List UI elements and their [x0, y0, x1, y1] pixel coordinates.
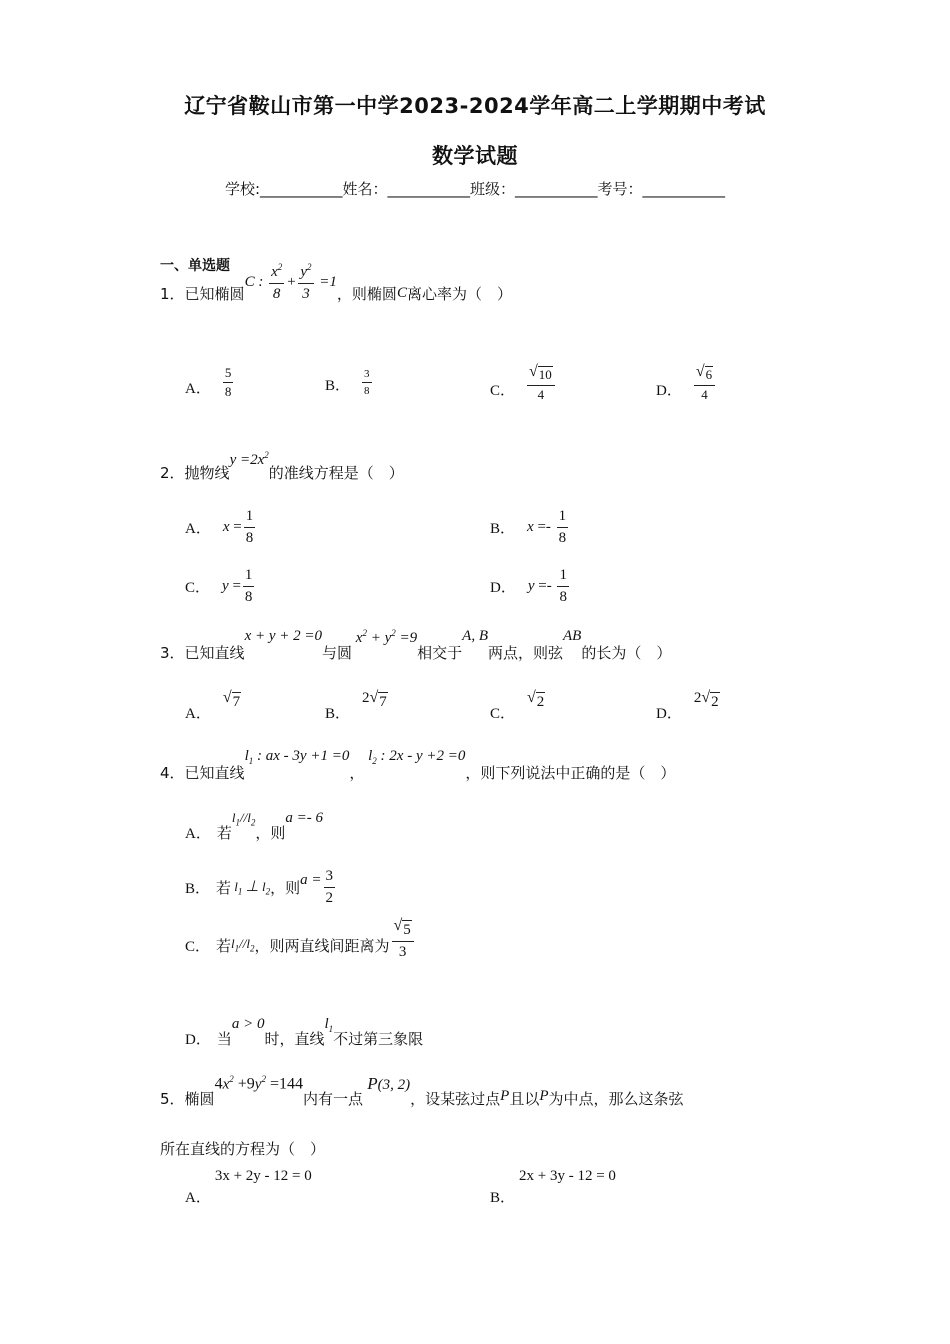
q5-option-b[interactable]: [490, 1168, 616, 1207]
option-label: B．: [325, 378, 351, 395]
q2-option-a[interactable]: A． x = $\frac{1}{8}$: [185, 508, 254, 546]
coefficient: 2: [362, 690, 370, 706]
q1-option-b[interactable]: [325, 368, 374, 397]
question-text: 抛物线: [184, 464, 230, 482]
q5-option-a[interactable]: [185, 1168, 312, 1207]
question-text: 与圆: [322, 644, 353, 662]
math-chord: AB: [563, 628, 582, 644]
option-equation: 3x + 2y - 12 = 0: [214, 1168, 312, 1184]
q1-option-c[interactable]: C． √ 10 4: [490, 364, 557, 402]
option-label: B．: [325, 706, 351, 722]
radicand: 10: [538, 367, 552, 382]
option-text: 当: [216, 1030, 232, 1048]
option-label: A．: [185, 826, 211, 842]
q1-option-a[interactable]: [185, 366, 235, 400]
question-text: ，则下列说法中正确的是（ ）: [465, 764, 676, 782]
question-text: 的准线方程是（ ）: [268, 464, 404, 482]
option-label: D．: [490, 579, 516, 596]
radicand: 7: [379, 694, 387, 710]
radicand: 7: [232, 694, 241, 710]
question-number: 5．: [160, 1090, 185, 1108]
q1-option-d[interactable]: D． √ 6 4: [656, 364, 717, 402]
option-label: C．: [185, 579, 211, 596]
q2-option-c[interactable]: C． y = $\frac{1}{8}$: [185, 567, 253, 605]
q3-option-c[interactable]: C． √ 2: [490, 689, 545, 722]
option-label: B．: [490, 520, 516, 537]
option-label: B．: [490, 1190, 516, 1206]
math-points: A, B: [462, 628, 488, 644]
option-text: 不过第三象限: [333, 1030, 424, 1048]
question-5-line2: 所在直线的方程为（ ）: [160, 1140, 326, 1158]
q4-option-b[interactable]: B． 若 $l_1$ ⊥ $l_2$ ，则 a = $\frac{3}{2}$: [185, 868, 333, 906]
question-text: ，则椭圆: [336, 285, 397, 303]
option-label: D．: [656, 382, 682, 399]
question-text: 两点，则弦: [487, 644, 563, 662]
math-ellipse-equation: C : $\frac{x^2}{8}$ + $\frac{y^2}{3}$ =1: [244, 262, 337, 302]
option-text: ，则: [255, 824, 286, 842]
math-line-equation: x + y + 2 =0: [244, 628, 323, 644]
question-text: 已知椭圆: [184, 285, 245, 303]
question-text: 相交于: [417, 644, 463, 662]
question-5: 5． 椭圆 $4x^2 +9y^2 =144$ 内有一点 P(3, 2) ，设某弦过点 P 且以 P 为中点，那么这条弦: [160, 1074, 684, 1108]
q4-option-a[interactable]: A． 若 $l_1//l_2$ ，则 a =- 6: [185, 810, 323, 842]
fraction-denominator: 4: [537, 386, 545, 402]
section-heading: 一、单选题: [160, 258, 230, 274]
coefficient: 2: [693, 690, 702, 706]
q4-option-d[interactable]: D． 当 a > 0 时，直线 $l_1$ 不过第三象限: [185, 1016, 424, 1048]
math-line-l1: $l_1$ : ax - 3y +1 =0: [244, 748, 350, 766]
radicand: 2: [536, 694, 545, 710]
math-point-p: P(3, 2): [362, 1074, 411, 1093]
exam-title: 辽宁省鞍山市第一中学2023-2024学年高二上学期期中考试: [184, 94, 766, 118]
question-text: 为中点，那么这条弦: [548, 1090, 684, 1108]
fraction-numerator: 5: [223, 366, 234, 383]
fraction-denominator: 8: [224, 384, 232, 400]
option-text: ，则: [270, 878, 301, 897]
question-text: 椭圆: [184, 1090, 215, 1108]
option-label: A．: [185, 1190, 211, 1206]
question-text: 的长为（ ）: [581, 644, 672, 662]
option-label: B．: [185, 880, 211, 897]
option-equation: 2x + 3y - 12 = 0: [519, 1168, 616, 1184]
q3-option-a[interactable]: A． √ 7: [185, 689, 241, 722]
q4-option-c[interactable]: C． 若 $l_1//l_2$ ，则两直线间距离为 √ 5 3: [185, 930, 416, 961]
option-label: D．: [185, 1032, 211, 1048]
option-label: A．: [185, 380, 211, 397]
question-4: [160, 748, 675, 783]
question-2: [160, 450, 404, 483]
question-text: 且以: [509, 1090, 540, 1108]
question-text: ，: [349, 764, 365, 782]
math-line-l2: $l_2$ : 2x - y +2 =0: [364, 748, 466, 766]
exam-subtitle: 数学试题: [432, 144, 518, 168]
q3-option-b[interactable]: B． 2 √ 7: [325, 689, 387, 722]
math-parabola-equation: $y =2x^2$: [229, 450, 269, 468]
option-label: C．: [490, 382, 516, 399]
question-number: 2．: [160, 464, 185, 482]
fraction-numerator: 3: [362, 368, 372, 383]
option-label: C．: [490, 706, 516, 722]
math-var: C: [396, 285, 407, 301]
option-label: A．: [185, 706, 211, 722]
q2-option-d[interactable]: D． y =- $\frac{1}{8}$: [490, 567, 567, 605]
option-text: 若: [216, 824, 232, 842]
question-number: 3．: [160, 644, 185, 662]
radicand: 2: [711, 694, 719, 710]
student-info-line: 学校:___________姓名：___________班级：___________考号：___________: [224, 180, 726, 198]
question-3: [160, 628, 671, 663]
question-text: 离心率为（ ）: [406, 285, 512, 303]
q3-option-d[interactable]: D． 2 √ 2: [656, 689, 719, 722]
q2-option-b[interactable]: B． x =- $\frac{1}{8}$: [490, 508, 567, 546]
question-number: 4．: [160, 764, 185, 782]
option-text: 时，直线: [264, 1030, 325, 1048]
option-label: D．: [656, 706, 682, 722]
option-text: ，则两直线间距离为: [254, 936, 390, 955]
question-text: 内有一点: [302, 1090, 363, 1108]
question-text: 已知直线: [184, 764, 245, 782]
fraction-denominator: 4: [701, 386, 708, 402]
option-label: C．: [185, 938, 211, 955]
option-text: 若: [216, 936, 232, 955]
question-text: 已知直线: [184, 644, 245, 662]
option-text: 若: [216, 878, 232, 897]
radicand: 6: [705, 367, 713, 382]
math-circle-equation: $x^2 + y^2 =9$: [352, 628, 418, 646]
option-label: A．: [185, 520, 211, 537]
fraction-denominator: 8: [364, 385, 370, 398]
math-ellipse-equation: $4x^2 +9y^2 =144$: [214, 1074, 303, 1093]
question-number: 1．: [160, 285, 185, 303]
question-text: ，设某弦过点: [410, 1090, 501, 1108]
